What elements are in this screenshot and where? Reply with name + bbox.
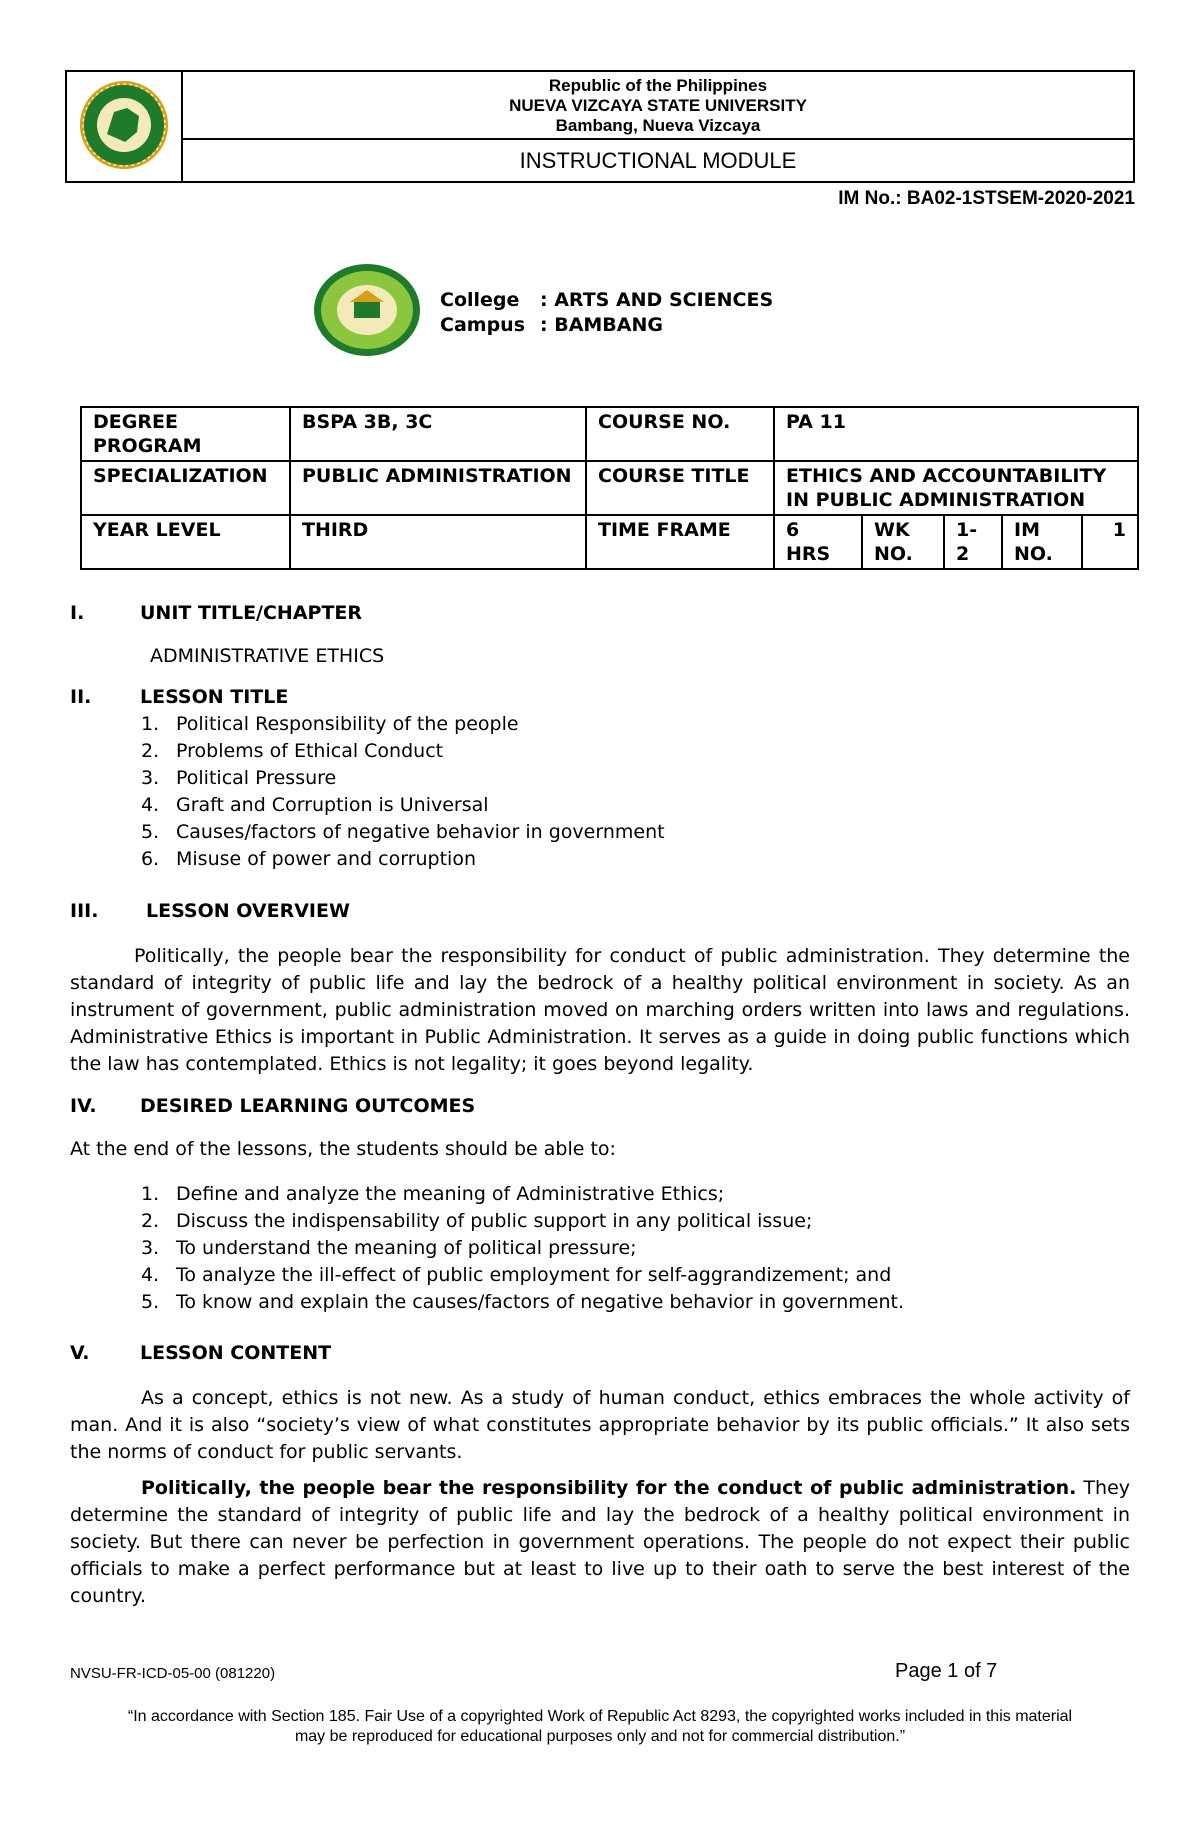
list-number: 5. <box>141 821 160 843</box>
degree-label: DEGREE PROGRAM <box>81 407 290 461</box>
time-frame-label: TIME FRAME <box>586 515 774 569</box>
outcomes-intro: At the end of the lessons, the students should be able to: <box>70 1138 616 1160</box>
im-label: IM NO. <box>1002 515 1082 569</box>
week-value: 1-2 <box>944 515 1002 569</box>
section-title: UNIT TITLE/CHAPTER <box>140 602 363 624</box>
list-item <box>141 1235 1131 1262</box>
specialization-label: SPECIALIZATION <box>81 461 290 515</box>
list-text: Problems of Ethical Conduct <box>176 740 444 762</box>
list-text: Graft and Corruption is Universal <box>176 794 489 816</box>
list-item <box>141 846 1041 873</box>
list-text: To understand the meaning of political pressure; <box>176 1237 637 1259</box>
lesson-content-paragraph <box>70 1475 1130 1610</box>
list-number: 4. <box>141 1264 160 1286</box>
document-header <box>65 70 1135 183</box>
form-code: NVSU-FR-ICD-05-00 (081220) <box>70 1665 276 1682</box>
table-row <box>81 515 1138 569</box>
campus-label: Campus <box>440 314 525 336</box>
list-text: Causes/factors of negative behavior in government <box>176 821 665 843</box>
degree-value: BSPA 3B, 3C <box>290 407 586 461</box>
copyright-note <box>70 1707 1130 1747</box>
specialization-value: PUBLIC ADMINISTRATION <box>290 461 586 515</box>
paragraph-text: They determine the standard of integrity of public life and lay the bedrock of a healthy political environment in society. But there can never be perfection in government operations. The people do not expect their public officials to make a perfect performance but at least to live up to their oath to serve the best interest of the country. <box>70 1477 1130 1607</box>
list-text: Misuse of power and corruption <box>176 848 477 870</box>
college-block <box>440 288 773 338</box>
list-text: Political Pressure <box>176 767 337 789</box>
year-level-value: THIRD <box>290 515 586 569</box>
table-row <box>81 407 1138 461</box>
time-frame-value: 6 HRS <box>774 515 862 569</box>
college-value: : ARTS AND SCIENCES <box>540 289 774 311</box>
section-number: II. <box>70 686 92 708</box>
section-number: III. <box>70 900 99 922</box>
list-item <box>141 819 1041 846</box>
list-number: 1. <box>141 1183 160 1205</box>
list-text: Political Responsibility of the people <box>176 713 519 735</box>
list-item <box>141 1181 1131 1208</box>
section-title: DESIRED LEARNING OUTCOMES <box>140 1095 476 1117</box>
list-text: To analyze the ill-effect of public employment for self-aggrandizement; and <box>176 1264 892 1286</box>
page-number: Page 1 of 7 <box>895 1660 998 1682</box>
lesson-content-paragraph: As a concept, ethics is not new. As a study of human conduct, ethics embraces the whole activity of man. And it is also “society’s view of what constitutes appropriate behavior by its public officials.” It also sets the norms of conduct for public servants. <box>70 1387 1130 1463</box>
list-text: Discuss the indispensability of public support in any political issue; <box>176 1210 813 1232</box>
university-seal-icon <box>67 72 179 177</box>
lesson-overview-paragraph: Politically, the people bear the responsibility for conduct of public administration. They determine the standard of integrity of public life and lay the bedrock of a healthy political environment in society. As an instrument of government, public administration moved on marching orders written into laws and regulations. Administrative Ethics is important in Public Administration. It serves as a guide in doing public functions which the law has contemplated. Ethics is not legality; it goes beyond legality. <box>70 945 1130 1075</box>
lesson-title-list <box>141 711 1041 873</box>
list-item <box>141 1208 1131 1235</box>
header-location: Bambang, Nueva Vizcaya <box>555 116 761 135</box>
course-title-label: COURSE TITLE <box>586 461 774 515</box>
section-number: V. <box>70 1342 90 1364</box>
course-info-table <box>80 406 1139 570</box>
header-logo-cell <box>67 72 183 181</box>
list-number: 2. <box>141 1210 160 1232</box>
section-heading <box>70 1095 475 1117</box>
list-item <box>141 765 1041 792</box>
college-seal-icon <box>312 262 422 358</box>
section-title: LESSON CONTENT <box>140 1342 332 1364</box>
section-heading <box>70 900 350 922</box>
list-number: 5. <box>141 1291 160 1313</box>
college-label: College <box>440 289 520 311</box>
emphasis-text: Politically, the people bear the responsibility for the conduct of public administration. <box>141 1477 1077 1499</box>
header-university: NUEVA VIZCAYA STATE UNIVERSITY <box>509 96 807 115</box>
list-item <box>141 1262 1131 1289</box>
section-heading <box>70 686 288 708</box>
table-row <box>81 461 1138 515</box>
week-label: WK NO. <box>862 515 944 569</box>
course-no-value: PA 11 <box>774 407 1138 461</box>
course-no-label: COURSE NO. <box>586 407 774 461</box>
section-title: LESSON TITLE <box>140 686 289 708</box>
module-title: INSTRUCTIONAL MODULE <box>519 148 797 173</box>
im-number: IM No.: BA02-1STSEM-2020-2021 <box>838 188 1135 209</box>
section-title: LESSON OVERVIEW <box>146 900 350 922</box>
copyright-line: may be reproduced for educational purposes only and not for commercial distribution.” <box>294 1728 906 1745</box>
list-text: Define and analyze the meaning of Administrative Ethics; <box>176 1183 725 1205</box>
list-number: 3. <box>141 767 160 789</box>
list-item <box>141 738 1041 765</box>
list-number: 2. <box>141 740 160 762</box>
im-value: 1 <box>1082 515 1138 569</box>
list-number: 1. <box>141 713 160 735</box>
list-text: To know and explain the causes/factors of negative behavior in government. <box>176 1291 905 1313</box>
section-heading <box>70 1342 331 1364</box>
year-level-label: YEAR LEVEL <box>81 515 290 569</box>
list-item <box>141 792 1041 819</box>
list-number: 3. <box>141 1237 160 1259</box>
section-number: IV. <box>70 1095 97 1117</box>
header-country: Republic of the Philippines <box>548 76 768 95</box>
list-number: 6. <box>141 848 160 870</box>
list-item <box>141 1289 1131 1316</box>
learning-outcomes-list <box>141 1181 1131 1316</box>
unit-title: ADMINISTRATIVE ETHICS <box>150 645 385 667</box>
list-item <box>141 711 1041 738</box>
header-institution <box>183 72 1133 140</box>
course-title-value: ETHICS AND ACCOUNTABILITY IN PUBLIC ADMINISTRATION <box>774 461 1138 515</box>
copyright-line: “In accordance with Section 185. Fair Use of a copyrighted Work of Republic Act 8293, the copyrighted works included in this material <box>127 1708 1073 1725</box>
section-number: I. <box>70 602 85 624</box>
section-heading <box>70 602 362 624</box>
list-number: 4. <box>141 794 160 816</box>
campus-value: : BAMBANG <box>540 314 663 336</box>
